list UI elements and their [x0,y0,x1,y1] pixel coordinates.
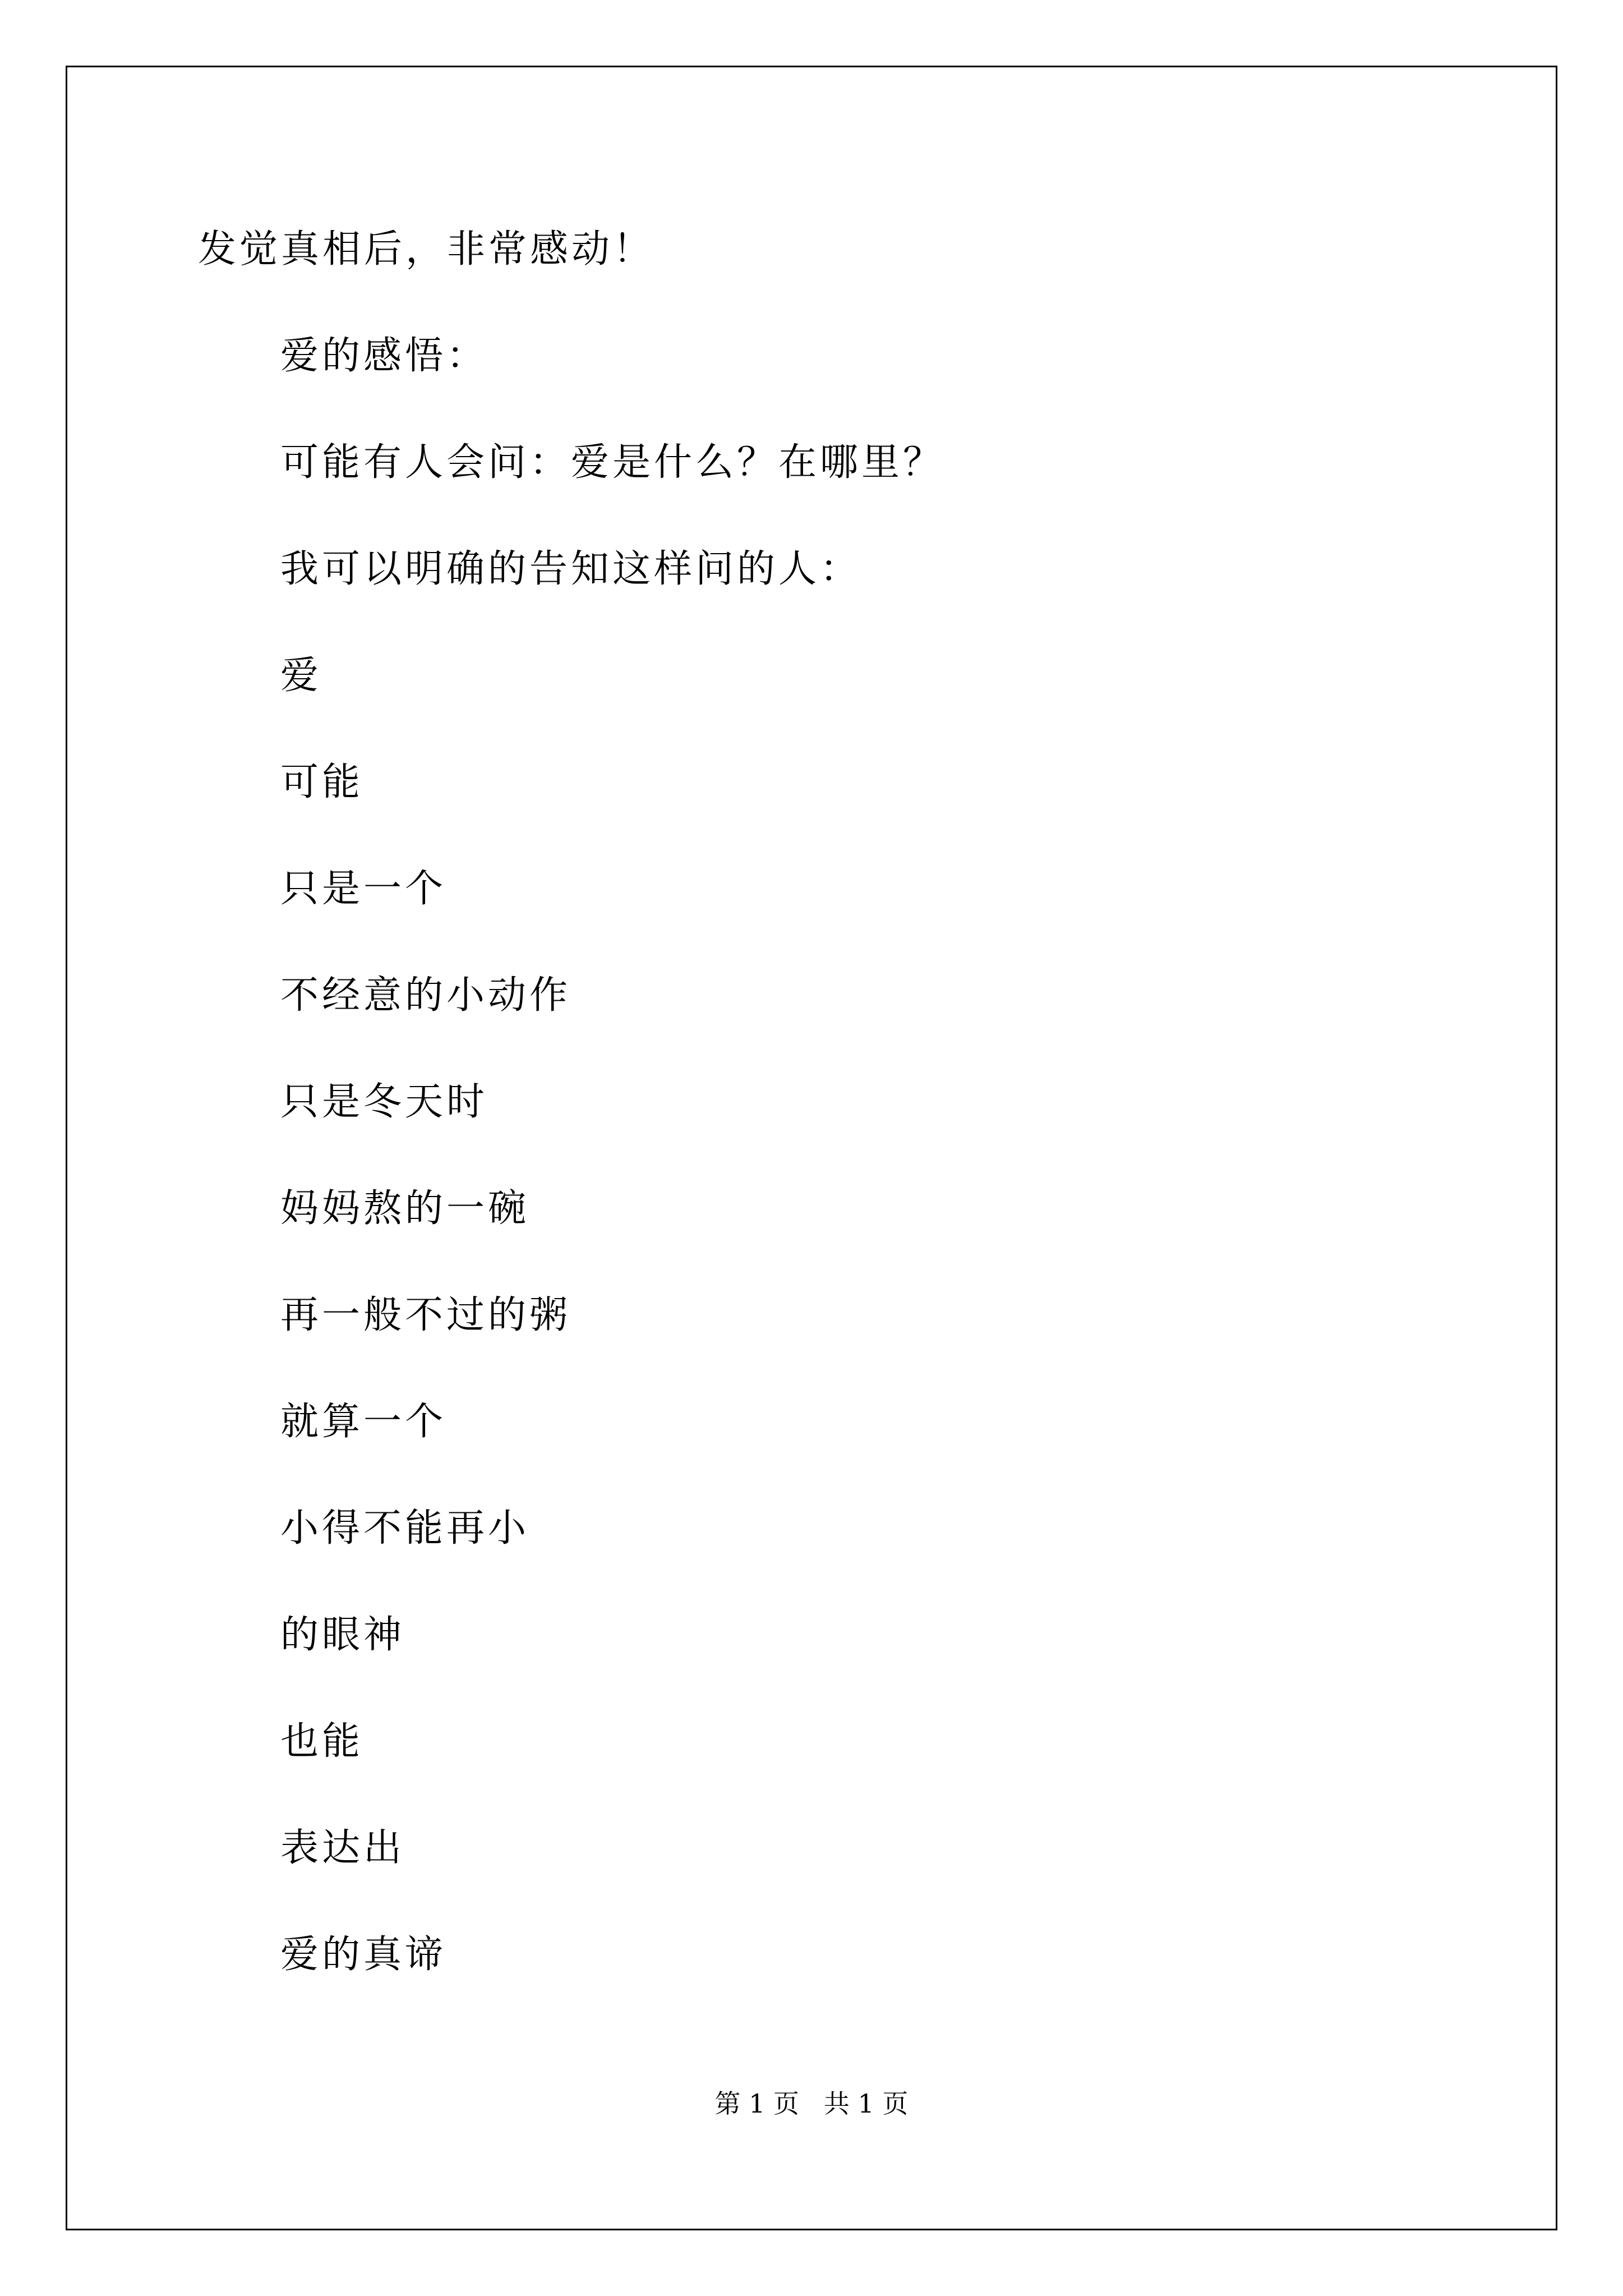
text-line: 爱的感悟： [280,334,488,378]
text-line: 妈妈熬的一碗 [280,1186,530,1231]
text-line: 不经意的小动作 [280,973,571,1018]
text-line: 我可以明确的告知这样问的人： [280,547,862,591]
text-line: 可能有人会问：爱是什么？在哪里？ [280,440,945,485]
page-footer: 第 1 页 共 1 页 [714,2088,909,2119]
text-line: 只是一个 [280,867,447,911]
text-line: 爱的真谛 [280,1932,447,1977]
text-line: 小得不能再小 [280,1506,530,1550]
text-line: 表达出 [280,1826,405,1870]
text-line: 再一般不过的粥 [280,1293,571,1337]
text-line: 就算一个 [280,1400,447,1444]
text-line: 发觉真相后，非常感动！ [198,227,655,272]
page-border [66,66,1557,2230]
text-line: 可能 [280,760,364,804]
text-line: 只是冬天时 [280,1080,488,1124]
text-line: 的眼神 [280,1613,405,1657]
text-line: 爱 [280,654,322,698]
text-line: 也能 [280,1719,364,1764]
